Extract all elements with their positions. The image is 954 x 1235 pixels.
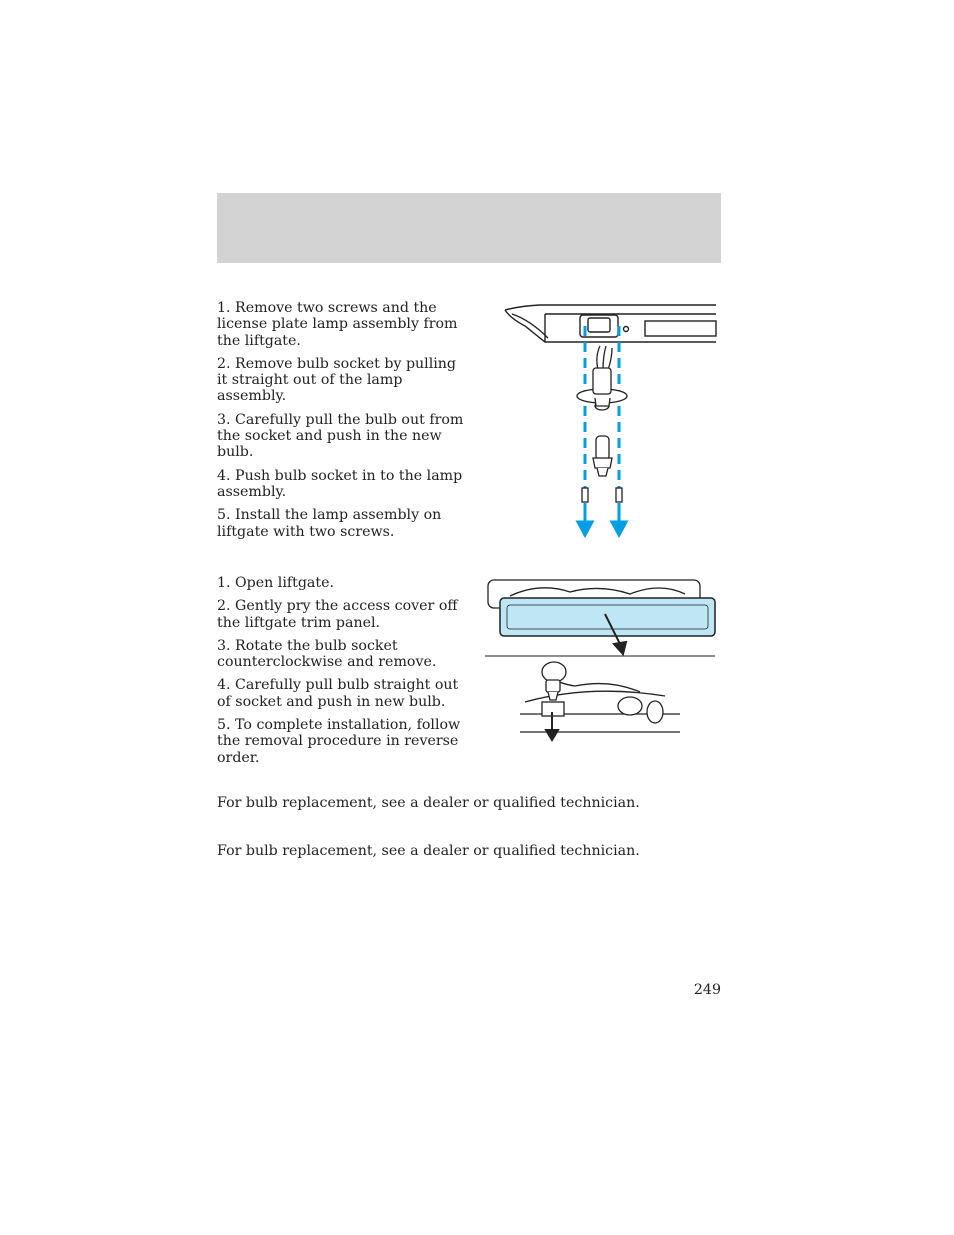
step-item: 5. Install the lamp assembly on liftgate with two screws. bbox=[217, 507, 442, 540]
note-paragraph: For bulb replacement, see a dealer or qualified technician. bbox=[217, 795, 640, 811]
license-plate-lamp-illustration bbox=[500, 298, 720, 540]
note-paragraph: For bulb replacement, see a dealer or qualified technician. bbox=[217, 843, 640, 859]
step-item: 4. Carefully pull bulb straight out of socket and push in new bulb. bbox=[217, 677, 459, 710]
step-item: 2. Gently pry the access cover off the liftgate trim panel. bbox=[217, 598, 458, 631]
step-item: 3. Carefully pull the bulb out from the socket and push in the new bulb. bbox=[217, 411, 464, 461]
license-plate-lamp-steps bbox=[217, 300, 467, 547]
page-number: 249 bbox=[693, 982, 721, 998]
step-item: 5. To complete installation, follow the removal procedure in reverse order. bbox=[217, 717, 461, 766]
cargo-lamp-steps bbox=[217, 575, 472, 773]
step-item: 2. Remove bulb socket by pulling it straight out of the lamp assembly. bbox=[217, 355, 457, 405]
step-item: 1. Remove two screws and the license plate lamp assembly from the liftgate. bbox=[217, 300, 458, 349]
step-item: 4. Push bulb socket in to the lamp assembly. bbox=[217, 467, 463, 500]
cargo-lamp-illustration bbox=[480, 574, 720, 746]
step-item: 3. Rotate the bulb socket counterclockwise and remove. bbox=[217, 637, 437, 671]
step-item: 1. Open liftgate. bbox=[217, 575, 334, 591]
section-header-band bbox=[217, 193, 721, 263]
